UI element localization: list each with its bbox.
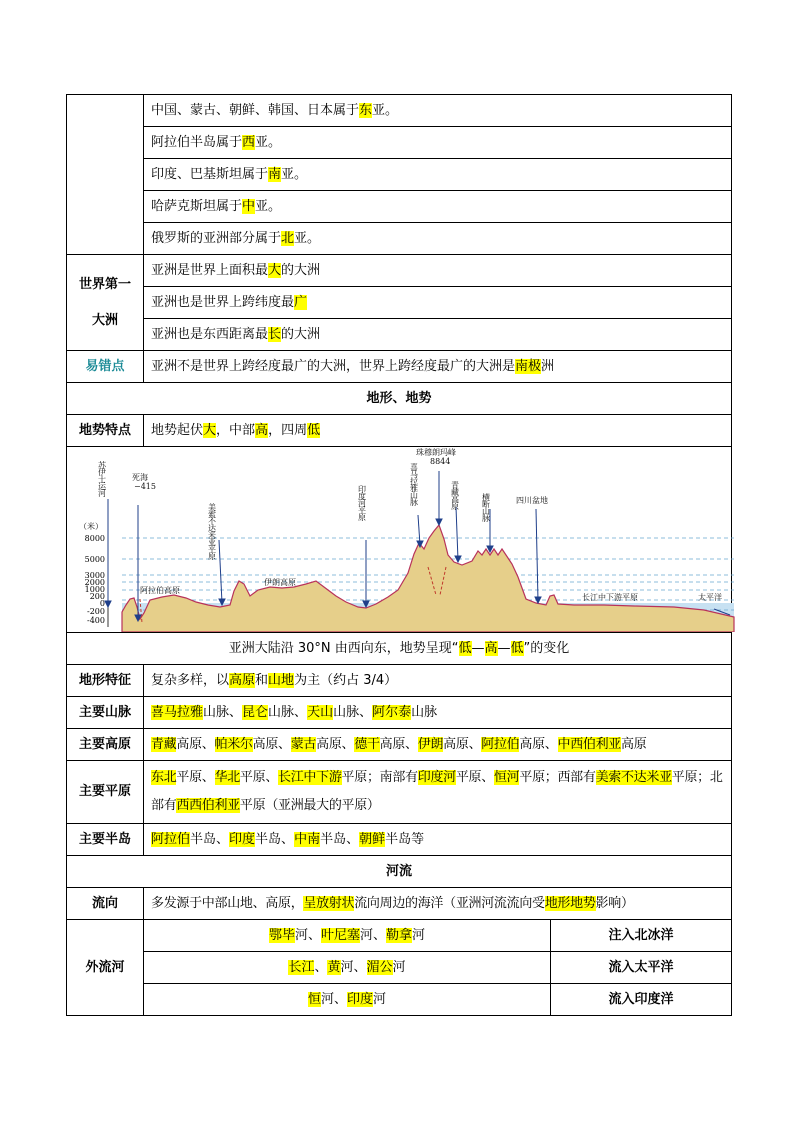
terrain-features-row (67, 415, 732, 447)
region-text: 阿拉伯半岛属于西亚。 (144, 127, 732, 159)
plains-label: 主要平原 (67, 761, 144, 824)
label-sichuan-basin: 四川盆地 (516, 496, 548, 505)
error-point-text: 亚洲不是世界上跨经度最广的大洲，世界上跨经度最广的大洲是南极洲 (144, 351, 732, 383)
profile-caption-row (67, 633, 732, 665)
peninsulas-row (67, 824, 732, 856)
label-mesopotamia: 美索不达米亚平原 (207, 503, 217, 559)
error-point-row (67, 351, 732, 383)
flow-label: 流向 (67, 888, 144, 920)
outflow-destination: 注入北冰洋 (551, 920, 732, 952)
world-first-text: 亚洲也是世界上跨纬度最广 (144, 287, 732, 319)
label-everest-value: 8844 (430, 457, 451, 466)
outflow-row (67, 984, 732, 1016)
mountains-text: 喜马拉雅山脉、昆仑山脉、天山山脉、阿尔泰山脉 (144, 697, 732, 729)
label-hengduan: 横断山脉 (481, 493, 491, 521)
flow-row (67, 888, 732, 920)
world-first-text: 亚洲是世界上面积最大的大洲 (144, 255, 732, 287)
outflow-rivers: 鄂毕河、叶尼塞河、勒拿河 (144, 920, 551, 952)
y-tick: 8000 (84, 534, 105, 543)
landform-text: 复杂多样，以高原和山地为主（约占 3/4） (144, 665, 732, 697)
mountains-row (67, 697, 732, 729)
region-text: 哈萨克斯坦属于中亚。 (144, 191, 732, 223)
y-tick: 3000 (84, 571, 105, 580)
label-iran-plateau: 伊朗高原 (264, 578, 296, 587)
world-first-row (67, 319, 732, 351)
region-row (67, 95, 732, 127)
outflow-rivers: 长江、黄河、湄公河 (144, 952, 551, 984)
error-point-label: 易错点 (67, 351, 144, 383)
world-first-row (67, 255, 732, 287)
region-row (67, 223, 732, 255)
rivers-section-row (67, 856, 732, 888)
terrain-section-row (67, 383, 732, 415)
label-everest: 珠穆朗玛峰 (416, 448, 456, 457)
landform-row (67, 665, 732, 697)
y-tick: 0 (99, 599, 105, 608)
outflow-destination: 流入太平洋 (551, 952, 732, 984)
region-text: 印度、巴基斯坦属于南亚。 (144, 159, 732, 191)
world-first-text: 亚洲也是东西距离最长的大洲 (144, 319, 732, 351)
region-text: 俄罗斯的亚洲部分属于北亚。 (144, 223, 732, 255)
plateaus-text: 青藏高原、帕米尔高原、蒙古高原、德干高原、伊朗高原、阿拉伯高原、中西伯利亚高原 (144, 729, 732, 761)
peninsulas-label: 主要半岛 (67, 824, 144, 856)
outflow-row (67, 920, 732, 952)
plateaus-label: 主要高原 (67, 729, 144, 761)
mountains-label: 主要山脉 (67, 697, 144, 729)
profile-figure-row (67, 447, 732, 633)
y-tick-labels (85, 534, 105, 625)
region-row (67, 191, 732, 223)
region-text: 中国、蒙古、朝鲜、韩国、日本属于东亚。 (144, 95, 732, 127)
y-tick: 5000 (84, 555, 105, 564)
label-arabian-plateau: 阿拉伯高原 (140, 586, 180, 595)
label-suez: 苏伊士运河 (97, 461, 107, 496)
profile-caption: 亚洲大陆沿 30°N 由西向东，地势呈现“低—高—低”的变化 (67, 633, 732, 665)
landform-label: 地形特征 (67, 665, 144, 697)
label-himalaya: 喜马拉雅山脉 (409, 463, 419, 505)
plains-row (67, 761, 732, 824)
terrain-features-text: 地势起伏大，中部高，四周低 (144, 415, 732, 447)
flow-text: 多发源于中部山地、高原，呈放射状流向周边的海洋（亚洲河流流向受地形地势影响） (144, 888, 732, 920)
profile-figure-cell (67, 447, 732, 633)
label-tibet-plateau: 青藏高原 (450, 481, 460, 509)
outflow-row (67, 952, 732, 984)
y-tick: -400 (87, 616, 105, 625)
region-row (67, 159, 732, 191)
terrain-features-label: 地势特点 (67, 415, 144, 447)
plains-text: 东北平原、华北平原、长江中下游平原；南部有印度河平原、恒河平原；西部有美索不达米亚平原；北部有西西伯利亚平原（亚洲最大的平原） (144, 761, 732, 824)
asia-geography-table (66, 94, 732, 1016)
label-yangtze-plain: 长江中下游平原 (582, 593, 638, 602)
section-title-terrain: 地形、地势 (67, 383, 732, 415)
y-tick: -200 (87, 607, 105, 616)
y-tick: 1000 (84, 585, 105, 594)
terrain-profile-figure (74, 447, 738, 632)
plateaus-row (67, 729, 732, 761)
region-label-cell (67, 95, 144, 255)
label-indus-plain: 印度河平原 (357, 485, 367, 520)
outflow-label: 外流河 (67, 920, 144, 1016)
label-dead-sea: 死海 (132, 473, 148, 482)
peninsulas-text: 阿拉伯半岛、印度半岛、中南半岛、朝鲜半岛等 (144, 824, 732, 856)
y-axis-unit: （米） (79, 522, 103, 531)
label-dead-sea-value: −415 (134, 482, 156, 491)
outflow-destination: 流入印度洋 (551, 984, 732, 1016)
section-title-rivers: 河流 (67, 856, 732, 888)
y-tick: 2000 (84, 578, 105, 587)
world-first-row (67, 287, 732, 319)
region-row (67, 127, 732, 159)
label-pacific: 太平洋 (698, 593, 722, 602)
y-tick: 200 (89, 592, 105, 601)
outflow-rivers: 恒河、印度河 (144, 984, 551, 1016)
world-first-label: 世界第一 大洲 (67, 255, 144, 351)
